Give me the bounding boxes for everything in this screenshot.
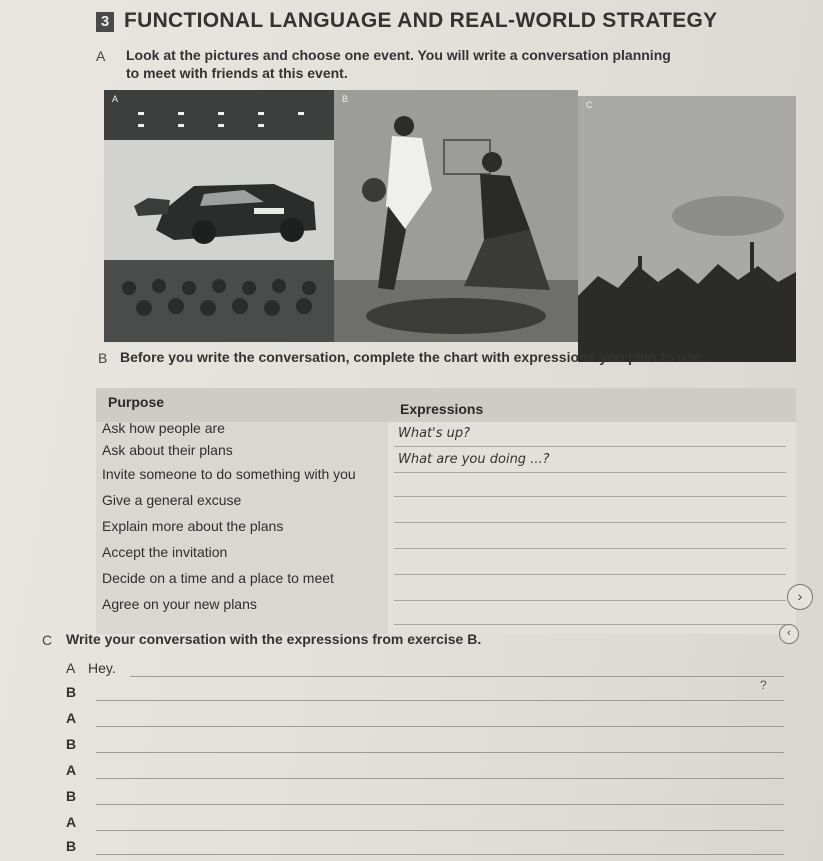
expression-line-3 (394, 496, 786, 497)
conversation-line-1 (130, 676, 784, 677)
expression-line-1 (394, 446, 786, 447)
purpose-row-2: Ask about their plans (102, 442, 233, 458)
conversation-speaker-3: A (66, 710, 77, 726)
conversation-line-8[interactable] (96, 854, 784, 855)
purpose-row-8: Agree on your new plans (102, 596, 257, 612)
conversation-speaker-8: B (66, 838, 77, 854)
expression-line-4 (394, 522, 786, 523)
exercise-c-instruction: Write your conversation with the expressions from exercise B. (66, 631, 482, 647)
purpose-row-1: Ask how people are (102, 420, 225, 436)
expression-line-2 (394, 472, 786, 473)
conversation-speaker-5: A (66, 762, 77, 778)
basketball-illustration (334, 90, 578, 342)
purpose-row-5: Explain more about the plans (102, 518, 284, 534)
purpose-header: Purpose (108, 394, 165, 410)
exercise-b-instruction: Before you write the conversation, complete the chart with expressions you plan to use. (120, 349, 706, 365)
conversation-line-3[interactable] (96, 726, 784, 727)
exercise-a-instruction-1: Look at the pictures and choose one event. You will write a conversation planning (126, 47, 671, 63)
expression-line-7 (394, 600, 786, 601)
conversation-speaker-4: B (66, 736, 77, 752)
purpose-row-3: Invite someone to do something with you (102, 466, 356, 482)
exercise-a-letter: A (96, 48, 106, 64)
conversation-line-4[interactable] (96, 752, 784, 753)
exercise-b-letter: B (98, 350, 108, 366)
conversation-text-1[interactable]: Hey. (88, 660, 116, 676)
picture-a-label: A (112, 94, 119, 104)
purpose-row-6: Accept the invitation (102, 544, 228, 560)
expression-line-8 (394, 624, 786, 625)
expressions-chart (96, 388, 796, 634)
conversation-line-6[interactable] (96, 804, 784, 805)
picture-c-label: C (586, 100, 593, 110)
chevron-left-icon: ‹ (787, 627, 791, 639)
margin-question-mark: ? (760, 678, 767, 692)
section-number: 3 (96, 12, 114, 32)
concert-crowd-illustration (578, 96, 796, 362)
conversation-speaker-1: A (66, 660, 76, 676)
conversation-speaker-2: B (66, 684, 77, 700)
movie-theater-illustration (104, 90, 334, 342)
conversation-speaker-6: B (66, 788, 77, 804)
section-title: FUNCTIONAL LANGUAGE AND REAL-WORLD STRATEGY (124, 9, 718, 32)
picture-b-label: B (342, 94, 349, 104)
chevron-right-icon: › (797, 588, 803, 604)
picture-a[interactable] (104, 90, 334, 342)
conversation-line-7[interactable] (96, 830, 784, 831)
purpose-row-4: Give a general excuse (102, 492, 242, 508)
expression-row-1[interactable]: What's up? (398, 426, 471, 441)
picture-c[interactable] (578, 96, 796, 362)
expression-line-5 (394, 548, 786, 549)
picture-b[interactable] (334, 90, 578, 342)
purpose-row-7: Decide on a time and a place to meet (102, 570, 334, 586)
exercise-a-instruction-2: to meet with friends at this event. (126, 65, 348, 81)
exercise-c-letter: C (42, 632, 53, 648)
conversation-line-5[interactable] (96, 778, 784, 779)
expressions-header: Expressions (400, 401, 484, 417)
expression-line-6 (394, 574, 786, 575)
previous-page-button[interactable] (779, 624, 799, 644)
expression-row-2[interactable]: What are you doing ...? (398, 452, 550, 467)
conversation-line-2[interactable] (96, 700, 784, 701)
conversation-speaker-7: A (66, 814, 77, 830)
next-page-button[interactable] (787, 584, 813, 610)
